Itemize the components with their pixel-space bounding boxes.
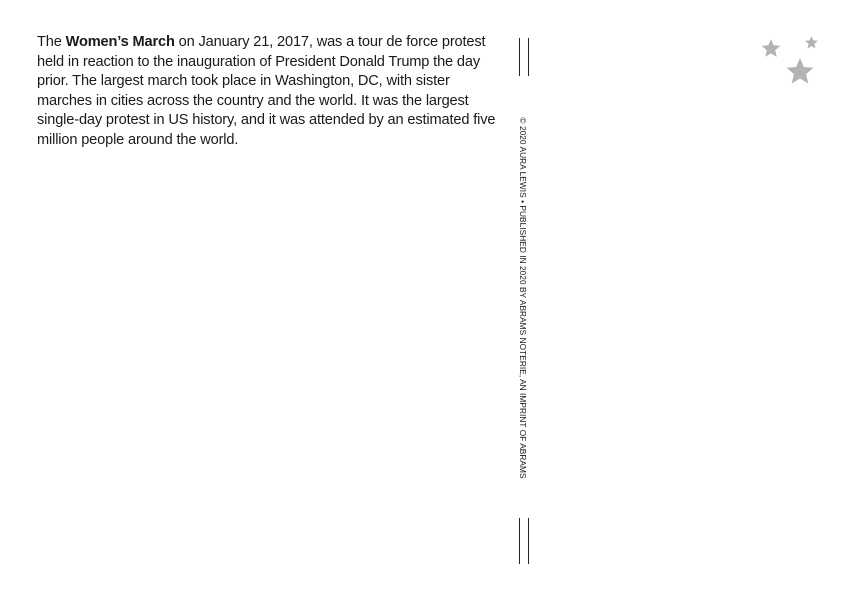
divider-top [519, 38, 529, 76]
stars-icon [755, 30, 825, 94]
copyright-text: © 2020 AURA LEWIS • PUBLISHED IN 2020 BY ABRAMS NOTERIE, AN IMPRINT OF ABRAMS [518, 117, 528, 479]
divider-bottom [519, 518, 529, 564]
copyright-column [512, 84, 534, 512]
description-intro: The [37, 34, 66, 50]
womens-march-title: Women’s March [65, 34, 175, 50]
star-small-left-icon [762, 39, 781, 57]
description-body: on January 21, 2017, was a tour de force protest held in reaction to the inauguration of President Donald Trump the day prior. The largest march took place in Washington, DC, with sister marches in cities across the country and the world. It was the largest single-day protest in US history, and it was attended by an estimated five million people around the world. [37, 34, 496, 148]
star-small-right-icon [805, 36, 818, 49]
description-text [37, 33, 497, 151]
star-large-icon [787, 58, 814, 84]
